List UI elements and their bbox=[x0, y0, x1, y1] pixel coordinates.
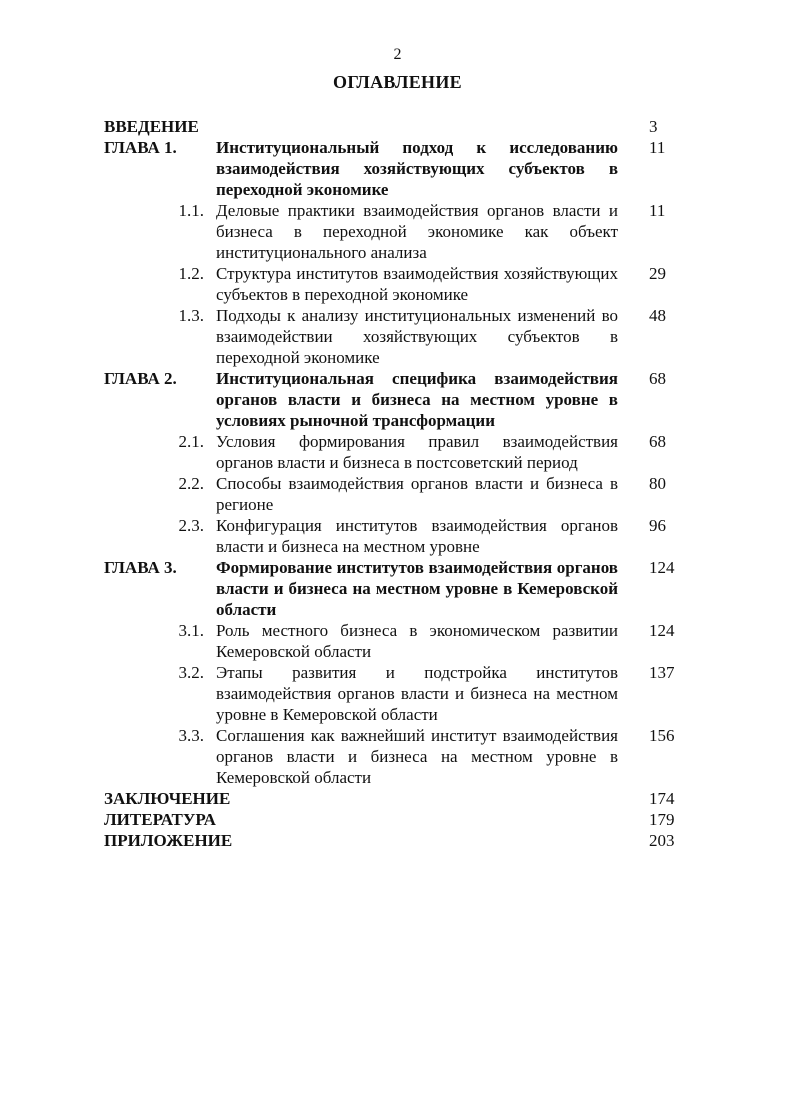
toc-appendix-page: 203 bbox=[649, 831, 675, 850]
toc-section-3-3-page: 156 bbox=[649, 726, 675, 745]
toc-entry-appendix[interactable] bbox=[104, 830, 694, 851]
toc-literature-label: ЛИТЕРАТУРА bbox=[104, 810, 216, 829]
toc-chapter-1-title: Институциональный подход к исследованию взаимодействия хозяйствующих субъектов в переходной экономике bbox=[216, 138, 618, 199]
toc-section-2-3-num: 2.3. bbox=[178, 516, 204, 535]
toc-section-3-1[interactable] bbox=[104, 620, 694, 662]
toc-appendix-label: ПРИЛОЖЕНИЕ bbox=[104, 831, 233, 850]
toc-section-1-3-num: 1.3. bbox=[178, 306, 204, 325]
toc-entry-intro[interactable] bbox=[104, 116, 694, 137]
toc-chapter-3-label: ГЛАВА 3. bbox=[104, 558, 177, 577]
toc-entry-conclusion[interactable] bbox=[104, 788, 694, 809]
toc-section-3-1-page: 124 bbox=[649, 621, 675, 640]
toc-chapter-2-title: Институциональная специфика взаимодействия органов власти и бизнеса на местном уровне в условиях рыночной трансформации bbox=[216, 369, 618, 430]
toc-section-1-2-page: 29 bbox=[649, 264, 666, 283]
toc-chapter-2-label: ГЛАВА 2. bbox=[104, 369, 177, 388]
toc-section-2-2-page: 80 bbox=[649, 474, 666, 493]
toc-section-2-3-page: 96 bbox=[649, 516, 666, 535]
toc-section-2-1-page: 68 bbox=[649, 432, 666, 451]
toc-section-1-1-num: 1.1. bbox=[178, 201, 204, 220]
toc-entry-literature[interactable] bbox=[104, 809, 694, 830]
toc-section-2-3-title: Конфигурация институтов взаимодействия органов власти и бизнеса на местном уровне bbox=[216, 516, 618, 556]
toc-section-3-3-title: Соглашения как важнейший институт взаимодействия органов власти и бизнеса на местном уровне в Кемеровской области bbox=[216, 726, 618, 787]
toc-section-3-1-num: 3.1. bbox=[178, 621, 204, 640]
toc-chapter-1-label: ГЛАВА 1. bbox=[104, 138, 177, 157]
toc-section-1-2-title: Структура институтов взаимодействия хозяйствующих субъектов в переходной экономике bbox=[216, 264, 618, 304]
toc-chapter-2[interactable] bbox=[104, 368, 694, 431]
toc-section-3-2-title: Этапы развития и подстройка институтов взаимодействия органов власти и бизнеса на местном уровне в Кемеровской области bbox=[216, 663, 618, 724]
toc-literature-page: 179 bbox=[649, 810, 675, 829]
toc-chapter-1-page: 11 bbox=[649, 138, 666, 157]
toc-section-3-3[interactable] bbox=[104, 725, 694, 788]
toc-section-1-3[interactable] bbox=[104, 305, 694, 368]
page-number: 2 bbox=[393, 46, 402, 63]
toc-section-1-1-page: 11 bbox=[649, 201, 666, 220]
toc-section-2-1-num: 2.1. bbox=[178, 432, 204, 451]
toc-chapter-3[interactable] bbox=[104, 557, 694, 620]
toc-section-2-1[interactable] bbox=[104, 431, 694, 473]
toc-chapter-2-page: 68 bbox=[649, 369, 666, 388]
toc-chapter-3-title: Формирование институтов взаимодействия органов власти и бизнеса на местном уровне в Кемеровской области bbox=[216, 558, 618, 619]
toc-section-3-3-num: 3.3. bbox=[178, 726, 204, 745]
toc-section-1-1-title: Деловые практики взаимодействия органов власти и бизнеса в переходной экономике как объект институционального анализа bbox=[216, 201, 618, 262]
toc-conclusion-page: 174 bbox=[649, 789, 675, 808]
toc-section-3-1-title: Роль местного бизнеса в экономическом развитии Кемеровской области bbox=[216, 621, 618, 661]
toc-chapter-3-page: 124 bbox=[649, 558, 675, 577]
toc-section-1-2[interactable] bbox=[104, 263, 694, 305]
toc-section-2-1-title: Условия формирования правил взаимодействия органов власти и бизнеса в постсоветский период bbox=[216, 432, 618, 472]
toc-section-2-2[interactable] bbox=[104, 473, 694, 515]
toc-chapter-1[interactable] bbox=[104, 137, 694, 200]
toc-section-3-2-page: 137 bbox=[649, 663, 675, 682]
toc-section-1-3-page: 48 bbox=[649, 306, 666, 325]
toc-section-3-2-num: 3.2. bbox=[178, 663, 204, 682]
page-title: ОГЛАВЛЕНИЕ bbox=[333, 72, 462, 92]
toc-section-3-2[interactable] bbox=[104, 662, 694, 725]
toc-section-2-2-title: Способы взаимодействия органов власти и бизнеса в регионе bbox=[216, 474, 618, 514]
toc-intro-label: ВВЕДЕНИЕ bbox=[104, 117, 199, 136]
table-of-contents bbox=[104, 116, 694, 851]
toc-conclusion-label: ЗАКЛЮЧЕНИЕ bbox=[104, 789, 231, 808]
toc-section-1-3-title: Подходы к анализу институциональных изменений во взаимодействии хозяйствующих субъектов в переходной экономике bbox=[216, 306, 618, 367]
toc-intro-page: 3 bbox=[649, 117, 658, 136]
toc-section-1-2-num: 1.2. bbox=[178, 264, 204, 283]
toc-section-1-1[interactable] bbox=[104, 200, 694, 263]
toc-section-2-3[interactable] bbox=[104, 515, 694, 557]
toc-section-2-2-num: 2.2. bbox=[178, 474, 204, 493]
